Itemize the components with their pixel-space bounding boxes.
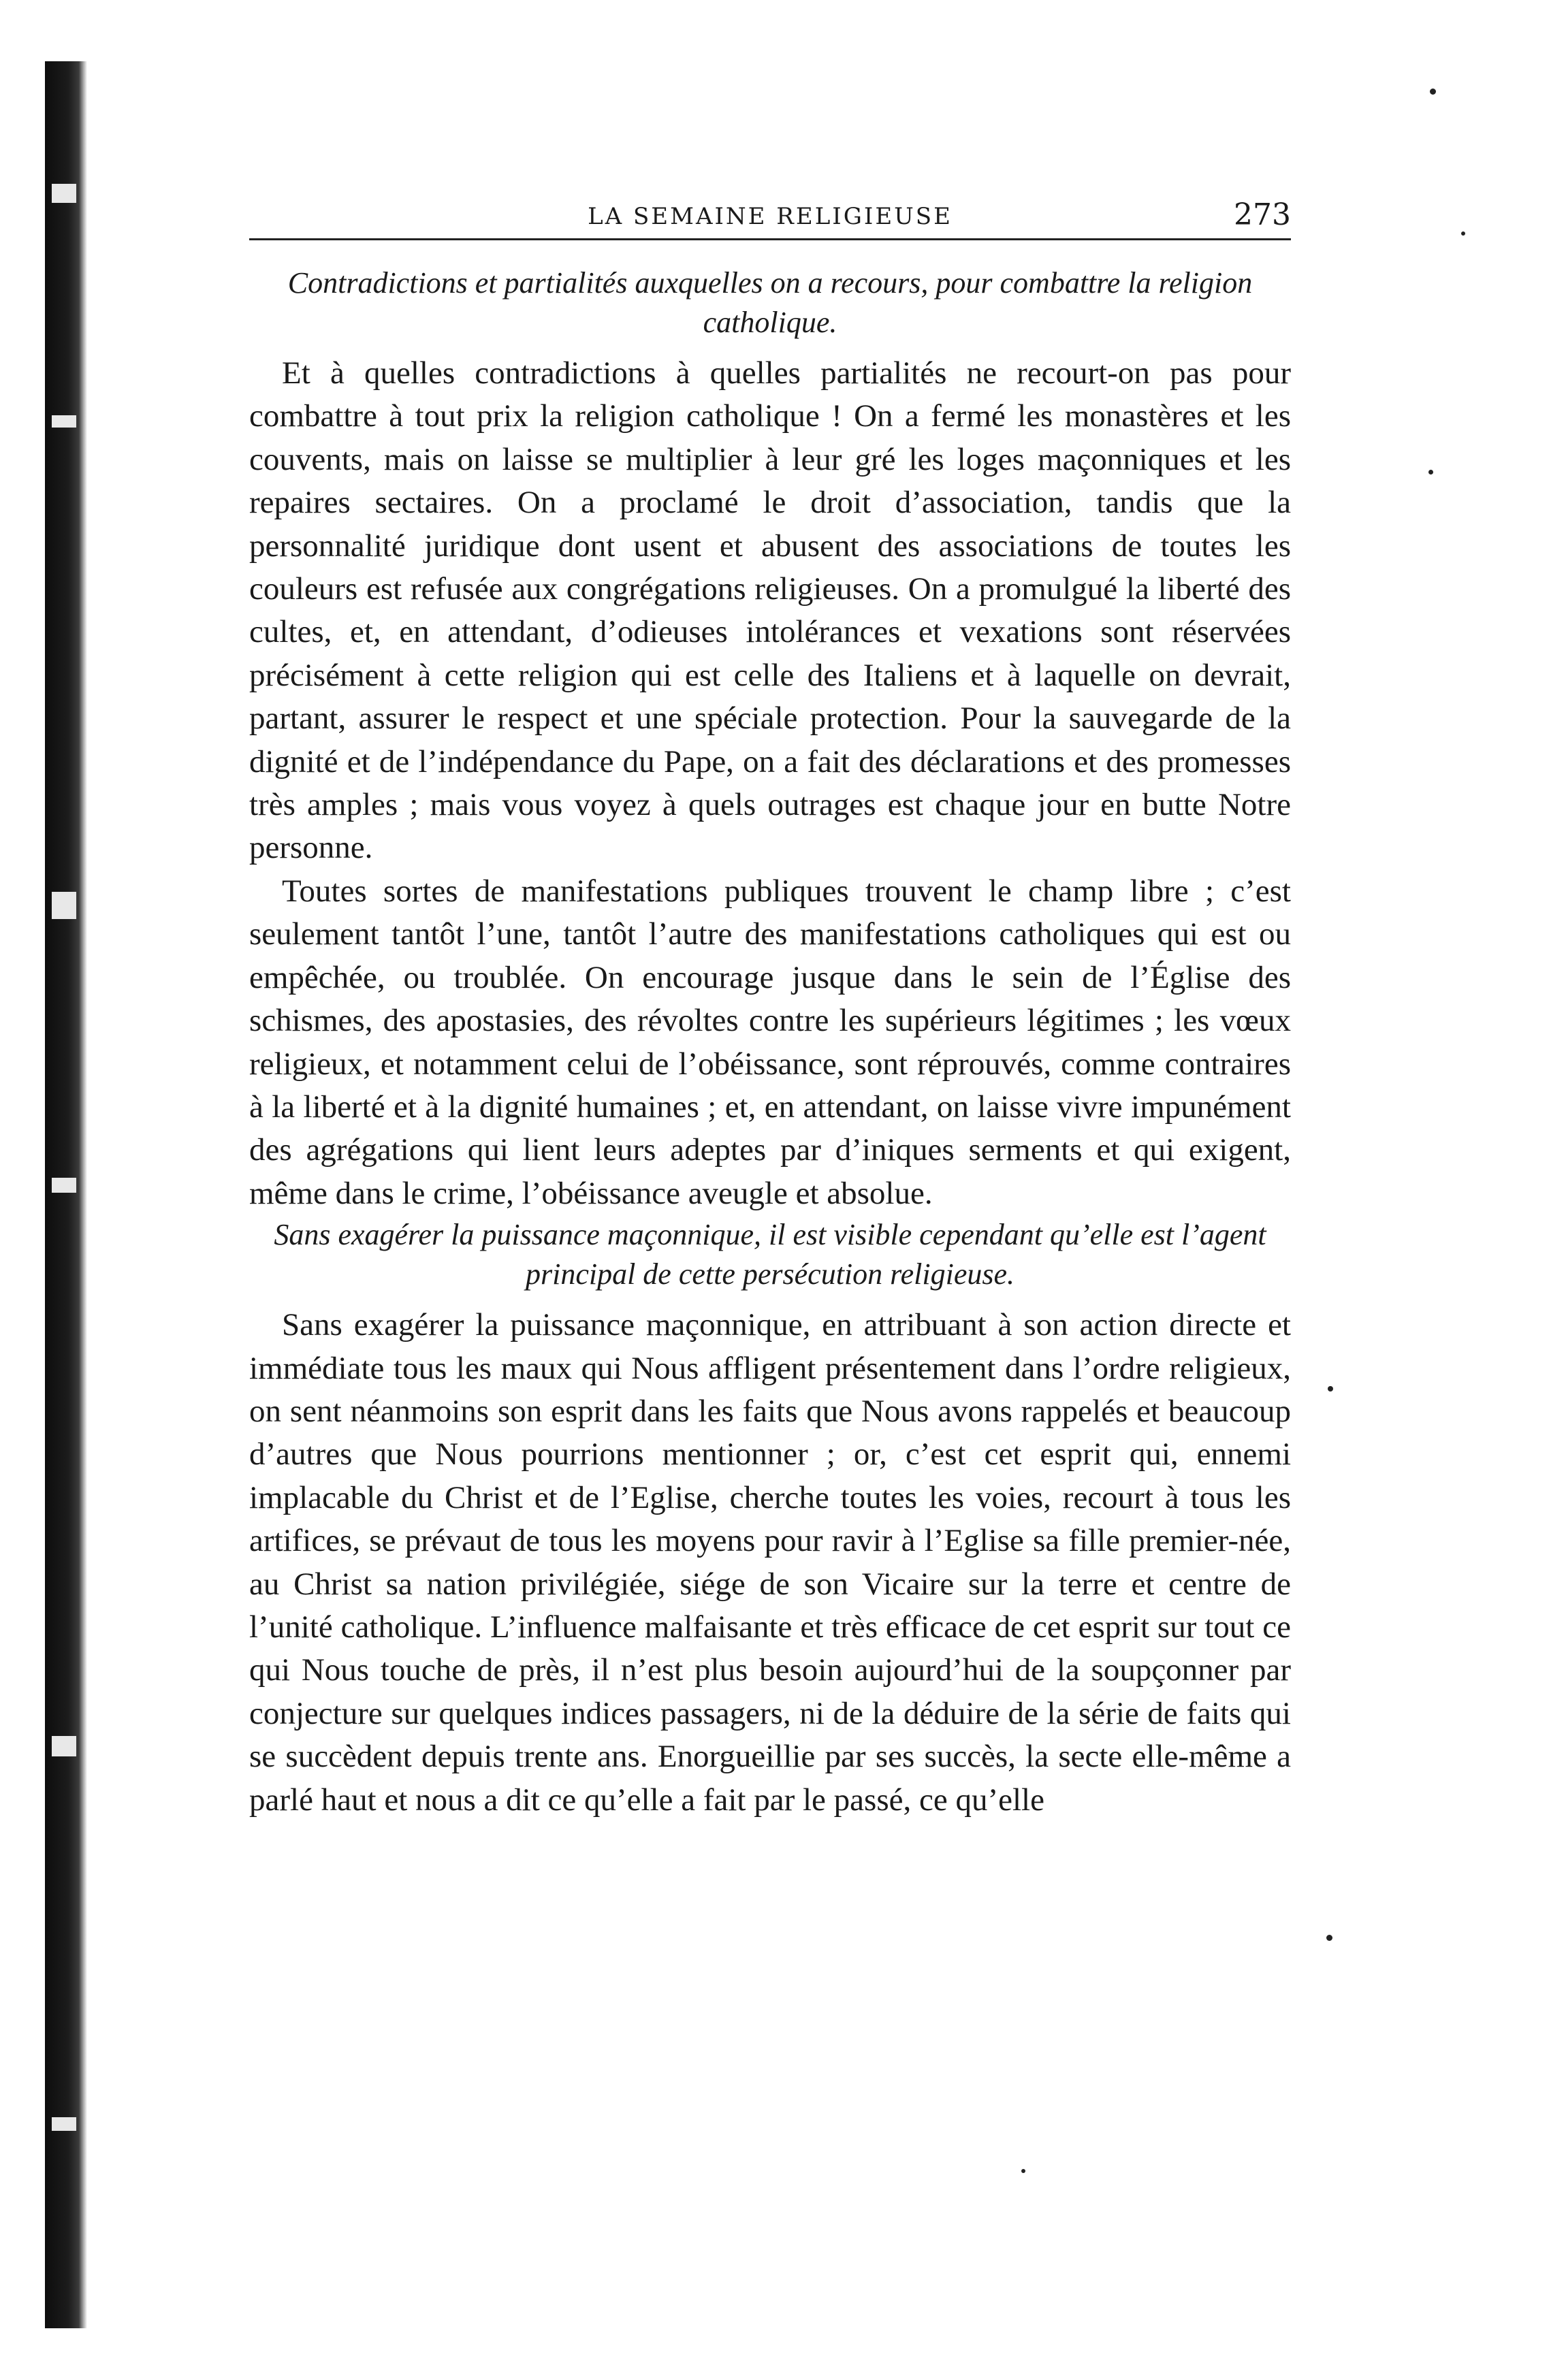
scan-speck [1326, 1935, 1332, 1941]
scan-speck [1428, 470, 1433, 475]
page-number: 273 [1234, 197, 1291, 232]
scan-speck [1021, 2169, 1025, 2173]
running-title: LA SEMAINE RELIGIEUSE [588, 203, 953, 230]
paragraph: Et à quelles contradictions à quelles partialités ne recourt-on pas pour combattre à tout prix la religion catholique ! On a fermé les monastères et les couvents, mais on laisse se multiplier à leur gré les loges maçonniques et les repaires sectaires. On a proclamé le droit d’association, tandis que la personnalité juridique dont usent et abusent des associations de toutes les couleurs est refusée aux congrégations religieuses. On a promulgué la liberté des cultes, et, en attendant, d’odieuses intolérances et vexations sont réservées précisément à cette religion qui est celle des Italiens et à laquelle on devrait, partant, assurer le respect et une spéciale protection. Pour la sauvegarde de la dignité et de l’indépendance du Pape, on a fait des déclarations et des promesses très amples ; mais vous voyez à quels outrages est chaque jour en butte Notre personne. [249, 355, 1291, 866]
scan-speck [1461, 231, 1465, 236]
scan-speck [1328, 1386, 1333, 1392]
section-heading: Contradictions et partialités auxquelles on a recours, pour combattre la religion catholique. [287, 266, 1253, 339]
section [249, 1215, 1291, 1822]
scan-speck [1430, 89, 1436, 95]
page-header [249, 197, 1291, 240]
paragraph: Toutes sortes de manifestations publiques trouvent le champ libre ; c’est seulement tantôt l’une, tantôt l’autre des manifestations catholiques qui est ou empêchée, ou troublée. On encourage jusque dans le sein de l’Église des schismes, des apostasies, des révoltes contre les supérieurs légitimes ; les vœux religieux, et notamment celui de l’obéissance, sont réprouvés, comme contraires à la liberté et à la dignité humaines ; et, en attendant, on laisse vivre impunément des agrégations qui lient leurs adeptes par d’iniques serments et qui exigent, même dans le crime, l’obéissance aveugle et absolue. [249, 873, 1291, 1211]
page-body [249, 197, 1291, 1822]
section-heading: Sans exagérer la puissance maçonnique, il est visible cependant qu’elle est l’agent principal de cette persécution religieuse. [274, 1218, 1266, 1291]
section [249, 263, 1291, 1215]
binding-edge [45, 61, 87, 2328]
paragraph: Sans exagérer la puissance maçonnique, en attribuant à son action directe et immédiate tous les maux qui Nous affligent présentement dans l’ordre religieux, on sent néanmoins son esprit dans les faits que Nous avons rappelés et beaucoup d’autres que Nous pourrions mentionner ; or, c’est cet esprit qui, ennemi implacable du Christ et de l’Eglise, cherche toutes les voies, recourt à tous les artifices, se prévaut de tous les moyens pour ravir à l’Eglise sa fille premier-née, au Christ sa nation privilégiée, siége de son Vicaire sur la terre et centre de l’unité catholique. L’influence malfaisante et très efficace de cet esprit sur tout ce qui Nous touche de près, il n’est plus besoin aujourd’hui de la soupçonner par conjecture sur quelques indices passagers, ni de la déduire de la série de faits qui se succèdent depuis trente ans. Enorgueillie par ses succès, la secte elle-même a parlé haut et nous a dit ce qu’elle a fait par le passé, ce qu’elle [249, 1307, 1291, 1818]
